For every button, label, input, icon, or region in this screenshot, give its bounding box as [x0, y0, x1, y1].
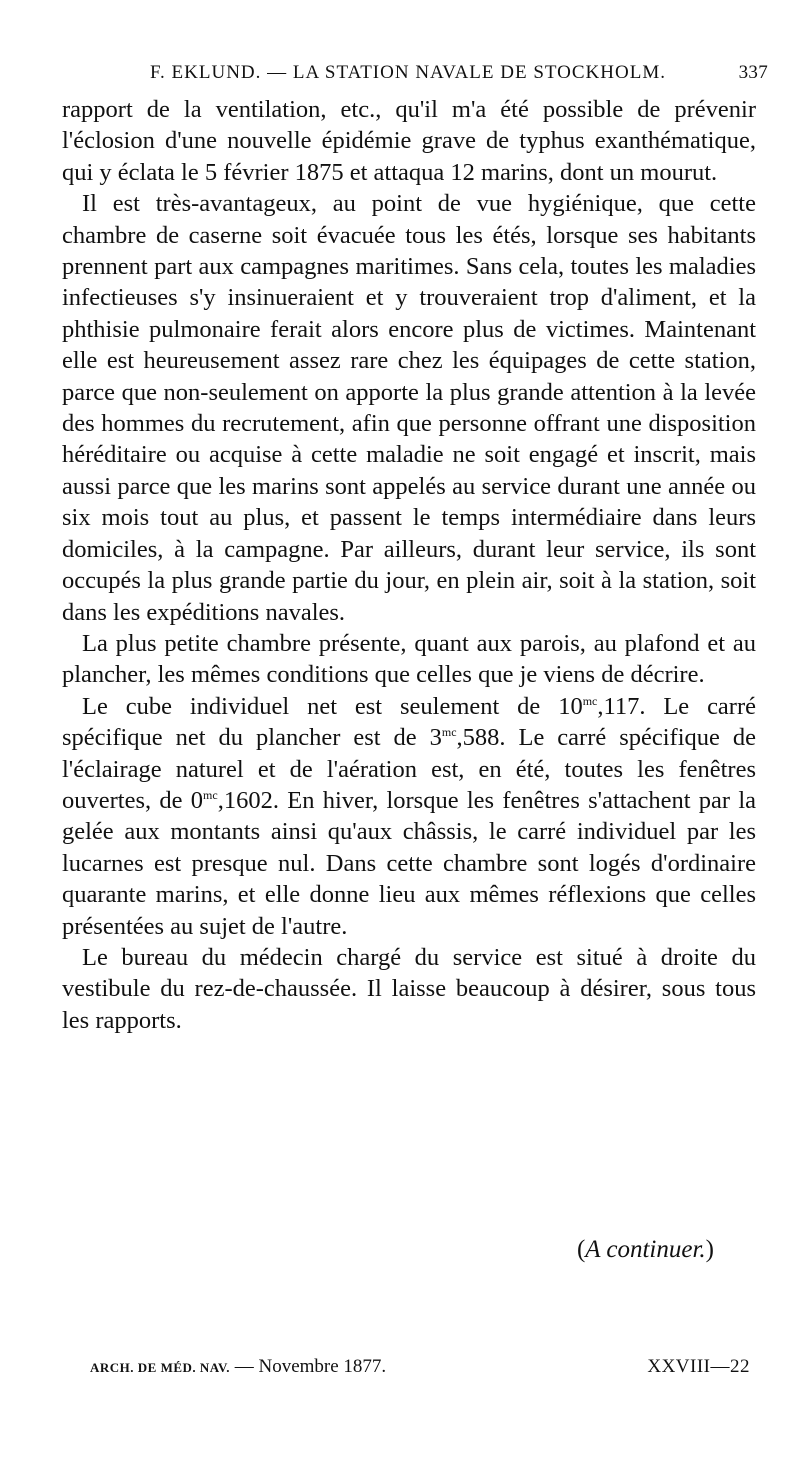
journal-citation	[90, 1356, 386, 1378]
journal-name: ARCH. DE MÉD. NAV.	[90, 1360, 230, 1375]
paragraph-4-text-2: ,117. Le carré spécifique net du plancher est de 3	[62, 692, 757, 752]
running-title: F. EKLUND. — LA STATION NAVALE DE STOCKHOLM.	[150, 62, 666, 83]
paragraph-1: rapport de la ventilation, etc., qu'il m'a été possible de prévenir l'éclosion d'une nouvelle épidémie grave de typhus exanthématique, qui y éclata le 5 février 1875 et attaqua 12 marins, dont un mourut.	[62, 96, 756, 186]
paragraph-5: Le bureau du médecin chargé du service est situé à droite du vestibule du rez-de-chaussée. Il laisse beaucoup à désirer, sous tous les rapports.	[62, 943, 756, 1034]
unit-superscript-1: mc	[582, 693, 598, 708]
journal-date: — Novembre 1877.	[234, 1356, 387, 1377]
continuation-close-paren: )	[705, 1236, 714, 1263]
continuation-open-paren: (	[576, 1236, 586, 1263]
unit-superscript-2: mc	[441, 724, 457, 739]
page-footer	[90, 1352, 750, 1382]
unit-superscript-3: mc	[203, 787, 218, 802]
continuation-text: A continuer.	[585, 1236, 706, 1263]
paragraph-4-text-1: Le cube individuel net est seulement de 10	[82, 692, 583, 720]
paragraph-4	[62, 691, 756, 942]
sheet-signature: XXVIII—22	[647, 1356, 750, 1377]
body-text	[62, 94, 756, 1036]
running-head	[60, 58, 772, 90]
paragraph-4-text-3: ,588. Le carré spécifique de l'éclairage naturel et de l'aération est, en été, toutes les fenêtres ouvertes, de 0	[62, 724, 756, 814]
paragraph-4-text-4: ,1602. En hiver, lorsque les fenêtres s'attachent par la gelée aux montants ainsi qu'aux châssis, le carré individuel par les lucarnes est presque nul. Dans cette chambre sont logés d'ordinaire quarante marins, et elle donne lieu aux mêmes réflexions que celles présentées au sujet de l'autre.	[62, 786, 757, 940]
paragraph-3: La plus petite chambre présente, quant aux parois, au plafond et au plancher, les mêmes conditions que celles que je viens de décrire.	[62, 629, 756, 689]
continuation-note	[577, 1236, 714, 1264]
page-number: 337	[738, 62, 768, 83]
paragraph-2: Il est très-avantageux, au point de vue hygiénique, que cette chambre de caserne soit évacuée tous les étés, lorsque ses habitants prennent part aux campagnes maritimes. Sans cela, toutes les maladies infectieuses s'y insinueraient et y trouveraient trop d'aliment, et la phthisie pulmonaire ferait alors encore plus de victimes. Maintenant elle est heureusement assez rare chez les équipages de cette station, parce que non-seulement on apporte la plus grande attention à la levée des hommes du recrutement, afin que personne offrant une disposition héréditaire ou acquise à cette maladie ne soit engagé et inscrit, mais aussi parce que les marins sont appelés au service durant une année ou six mois tout au plus, et passent le temps intermédiaire dans leurs domiciles, à la campagne. Par ailleurs, durant leur service, ils sont occupés la plus grande partie du jour, en plein air, soit à la station, soit dans les expéditions navales.	[62, 190, 756, 626]
